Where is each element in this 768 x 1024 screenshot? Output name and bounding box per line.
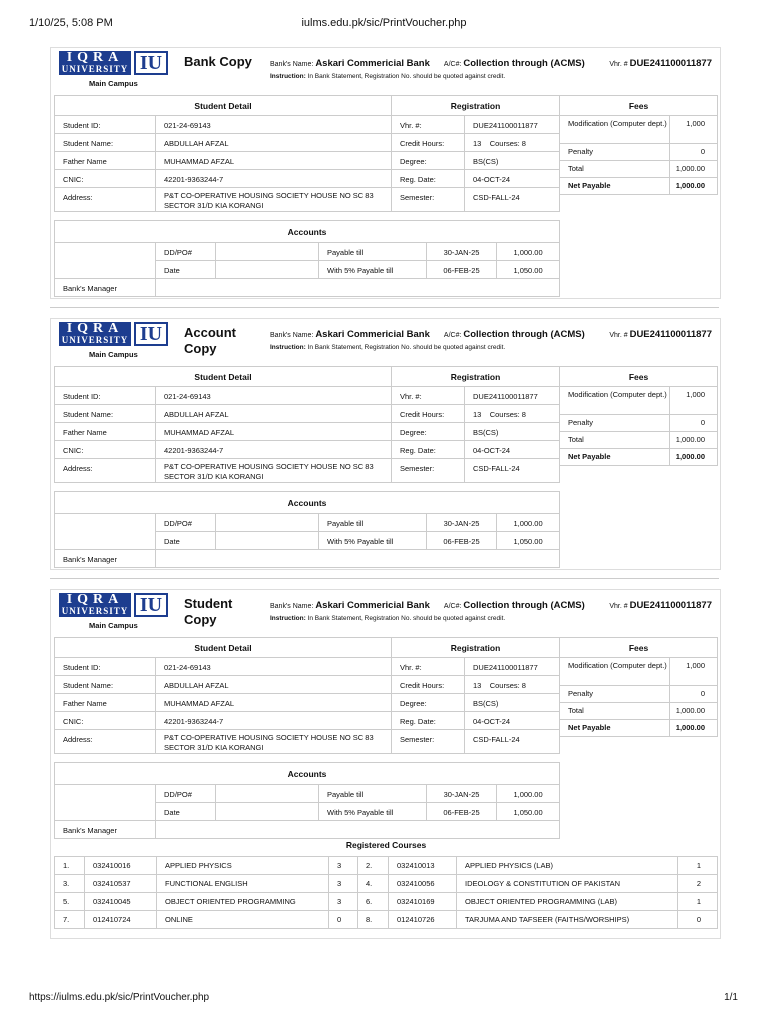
bank-manager-label: Bank's Manager <box>55 279 156 297</box>
student-name: ABDULLAH AFZAL <box>156 676 392 694</box>
instruction: Instruction: In Bank Statement, Registration No. should be quoted against credit. <box>270 344 506 351</box>
father-name: MUHAMMAD AFZAL <box>156 423 392 441</box>
credit-hours: 13 Courses: 8 <box>465 134 560 152</box>
registered-courses-header: Registered Courses <box>345 839 427 850</box>
account-number: Collection through (ACMS) <box>463 58 585 69</box>
reg-vhr: DUE241100011877 <box>465 387 560 405</box>
fee-net-payable: 1,000.00 <box>670 178 718 195</box>
fees-header: Fees <box>560 367 718 387</box>
account-number: Collection through (ACMS) <box>463 329 585 340</box>
fee-total: 1,000.00 <box>670 703 718 720</box>
print-page-title: iulms.edu.pk/sic/PrintVoucher.php <box>301 17 467 29</box>
accounts-header: Accounts <box>55 221 560 243</box>
student-registration-table: Student Detail Registration Student ID: 021-24-69143 Vhr. #: DUE241100011877 Student Name: ABDULLAH AFZAL Credit Hours: 13 Courses: 8 Father Name MUHAMMAD AFZAL Degree: BS(CS) CNIC: 42201-9363244-7 Reg. Date: 04-OCT-24 Address: P&T CO-OPERATIVE HOUSING SOCIETY HOUSE NO SC 83 SECTOR 31/D KIA KORANGI Semester: CSD-FALL-24 <box>54 637 560 754</box>
course-row <box>55 892 718 910</box>
fee-penalty: 0 <box>670 415 718 432</box>
credit-hours: 13 Courses: 8 <box>465 676 560 694</box>
student-registration-table: Student Detail Registration Student ID: 021-24-69143 Vhr. #: DUE241100011877 Student Name: ABDULLAH AFZAL Credit Hours: 13 Courses: 8 Father Name MUHAMMAD AFZAL Degree: BS(CS) CNIC: 42201-9363244-7 Reg. Date: 04-OCT-24 Address: P&T CO-OPERATIVE HOUSING SOCIETY HOUSE NO SC 83 SECTOR 31/D KIA KORANGI Semester: CSD-FALL-24 <box>54 366 560 483</box>
student-detail-header: Student Detail <box>55 638 392 658</box>
campus-label: Main Campus <box>89 621 138 630</box>
degree: BS(CS) <box>465 152 560 170</box>
bank-name: Askari Commericial Bank <box>315 58 430 69</box>
degree: BS(CS) <box>465 694 560 712</box>
course-r-title: IDEOLOGY & CONSTITUTION OF PAKISTAN <box>457 874 678 892</box>
semester: CSD-FALL-24 <box>465 188 560 212</box>
address: P&T CO-OPERATIVE HOUSING SOCIETY HOUSE NO SC 83 SECTOR 31/D KIA KORANGI <box>156 188 392 212</box>
fee-penalty: 0 <box>670 144 718 161</box>
course-r-cr: 1 <box>678 856 718 874</box>
voucher-number: Vhr. # DUE241100011877 <box>609 600 712 611</box>
late-date: 06-FEB-25 <box>427 803 497 821</box>
course-l-cr: 3 <box>329 874 358 892</box>
course-l-cr: 0 <box>329 910 358 928</box>
course-r-title: OBJECT ORIENTED PROGRAMMING (LAB) <box>457 892 678 910</box>
registration-header: Registration <box>392 96 560 116</box>
course-l-code: 032410016 <box>85 856 157 874</box>
student-id: 021-24-69143 <box>156 387 392 405</box>
student-name: ABDULLAH AFZAL <box>156 134 392 152</box>
fee-total: 1,000.00 <box>670 432 718 449</box>
registration-header: Registration <box>392 367 560 387</box>
cnic: 42201-9363244-7 <box>156 712 392 730</box>
payable-date: 30-JAN-25 <box>427 785 497 803</box>
cnic: 42201-9363244-7 <box>156 170 392 188</box>
accounts-table: Accounts DD/PO# Payable till 30-JAN-25 1,000.00 Date With 5% Payable till 06-FEB-25 1,050.00 Bank's Manager <box>54 220 560 297</box>
fees-header: Fees <box>560 96 718 116</box>
accounts-header: Accounts <box>55 763 560 785</box>
course-row <box>55 874 718 892</box>
student-id: 021-24-69143 <box>156 658 392 676</box>
iqra-university-logo: IQRA UNIVERSITY IU Main Campus <box>59 593 172 631</box>
course-r-code: 032410056 <box>389 874 457 892</box>
bank-info: Bank's Name: Askari Commericial Bank A/C#: Collection through (ACMS) <box>270 58 585 69</box>
degree: BS(CS) <box>465 423 560 441</box>
account-number: Collection through (ACMS) <box>463 600 585 611</box>
registered-courses-table <box>54 834 718 929</box>
course-l-code: 012410724 <box>85 910 157 928</box>
course-l-title: APPLIED PHYSICS <box>157 856 329 874</box>
accounts-table: Accounts DD/PO# Payable till 30-JAN-25 1,000.00 Date With 5% Payable till 06-FEB-25 1,050.00 Bank's Manager <box>54 762 560 839</box>
course-r-cr: 0 <box>678 910 718 928</box>
course-l-title: FUNCTIONAL ENGLISH <box>157 874 329 892</box>
course-row <box>55 856 718 874</box>
semester: CSD-FALL-24 <box>465 730 560 754</box>
payable-amount: 1,000.00 <box>497 243 560 261</box>
campus-label: Main Campus <box>89 79 138 88</box>
voucher-copy <box>50 318 721 570</box>
course-row <box>55 910 718 928</box>
copy-separator <box>50 307 719 308</box>
reg-vhr: DUE241100011877 <box>465 658 560 676</box>
course-r-cr: 2 <box>678 874 718 892</box>
course-r-code: 032410169 <box>389 892 457 910</box>
bank-name: Askari Commericial Bank <box>315 329 430 340</box>
bank-manager-label: Bank's Manager <box>55 550 156 568</box>
reg-date: 04-OCT-24 <box>465 170 560 188</box>
course-r-no: 6. <box>358 892 389 910</box>
print-datetime: 1/10/25, 5:08 PM <box>29 17 113 29</box>
course-l-cr: 3 <box>329 892 358 910</box>
payable-amount: 1,000.00 <box>497 514 560 532</box>
address: P&T CO-OPERATIVE HOUSING SOCIETY HOUSE NO SC 83 SECTOR 31/D KIA KORANGI <box>156 459 392 483</box>
late-date: 06-FEB-25 <box>427 532 497 550</box>
semester: CSD-FALL-24 <box>465 459 560 483</box>
course-l-title: ONLINE <box>157 910 329 928</box>
course-l-no: 1. <box>55 856 85 874</box>
fees-header: Fees <box>560 638 718 658</box>
late-amount: 1,050.00 <box>497 803 560 821</box>
accounts-header: Accounts <box>55 492 560 514</box>
student-detail-header: Student Detail <box>55 96 392 116</box>
voucher-copy <box>50 589 721 939</box>
fee-net-payable: 1,000.00 <box>670 449 718 466</box>
print-url: https://iulms.edu.pk/sic/PrintVoucher.php <box>29 992 210 1003</box>
instruction: Instruction: In Bank Statement, Registration No. should be quoted against credit. <box>270 615 506 622</box>
course-l-cr: 3 <box>329 856 358 874</box>
copy-separator <box>50 578 719 579</box>
student-registration-table: Student Detail Registration Student ID: 021-24-69143 Vhr. #: DUE241100011877 Student Name: ABDULLAH AFZAL Credit Hours: 13 Courses: 8 Father Name MUHAMMAD AFZAL Degree: BS(CS) CNIC: 42201-9363244-7 Reg. Date: 04-OCT-24 Address: P&T CO-OPERATIVE HOUSING SOCIETY HOUSE NO SC 83 SECTOR 31/D KIA KORANGI Semester: CSD-FALL-24 <box>54 95 560 212</box>
voucher-copy <box>50 47 721 299</box>
student-id: 021-24-69143 <box>156 116 392 134</box>
course-r-code: 032410013 <box>389 856 457 874</box>
campus-label: Main Campus <box>89 350 138 359</box>
instruction: Instruction: In Bank Statement, Registration No. should be quoted against credit. <box>270 73 506 80</box>
iqra-university-logo: IQRA UNIVERSITY IU Main Campus <box>59 322 172 360</box>
course-l-title: OBJECT ORIENTED PROGRAMMING <box>157 892 329 910</box>
copy-title: Bank Copy <box>184 54 252 69</box>
payable-date: 30-JAN-25 <box>427 243 497 261</box>
reg-vhr: DUE241100011877 <box>465 116 560 134</box>
father-name: MUHAMMAD AFZAL <box>156 694 392 712</box>
late-amount: 1,050.00 <box>497 532 560 550</box>
course-l-no: 7. <box>55 910 85 928</box>
fee-penalty: 0 <box>670 686 718 703</box>
fee-net-payable: 1,000.00 <box>670 720 718 737</box>
accounts-table: Accounts DD/PO# Payable till 30-JAN-25 1,000.00 Date With 5% Payable till 06-FEB-25 1,050.00 Bank's Manager <box>54 491 560 568</box>
iqra-university-logo: IQRA UNIVERSITY IU Main Campus <box>59 51 172 89</box>
fees-table: Fees Modification (Computer dept.) 1,000 Penalty 0 Total 1,000.00 Net Payable 1,000.00 <box>559 366 718 466</box>
father-name: MUHAMMAD AFZAL <box>156 152 392 170</box>
registration-header: Registration <box>392 638 560 658</box>
fee-modification: 1,000 <box>670 658 718 686</box>
print-page-number: 1/1 <box>724 992 738 1003</box>
late-date: 06-FEB-25 <box>427 261 497 279</box>
voucher-number: Vhr. # DUE241100011877 <box>609 329 712 340</box>
copy-title: Account Copy <box>184 325 236 356</box>
payable-date: 30-JAN-25 <box>427 514 497 532</box>
fees-table: Fees Modification (Computer dept.) 1,000 Penalty 0 Total 1,000.00 Net Payable 1,000.00 <box>559 637 718 737</box>
reg-date: 04-OCT-24 <box>465 441 560 459</box>
bank-manager-label: Bank's Manager <box>55 821 156 839</box>
bank-info: Bank's Name: Askari Commericial Bank A/C#: Collection through (ACMS) <box>270 600 585 611</box>
cnic: 42201-9363244-7 <box>156 441 392 459</box>
credit-hours: 13 Courses: 8 <box>465 405 560 423</box>
fees-table: Fees Modification (Computer dept.) 1,000 Penalty 0 Total 1,000.00 Net Payable 1,000.00 <box>559 95 718 195</box>
course-r-no: 8. <box>358 910 389 928</box>
address: P&T CO-OPERATIVE HOUSING SOCIETY HOUSE NO SC 83 SECTOR 31/D KIA KORANGI <box>156 730 392 754</box>
course-r-no: 2. <box>358 856 389 874</box>
student-name: ABDULLAH AFZAL <box>156 405 392 423</box>
late-amount: 1,050.00 <box>497 261 560 279</box>
fee-modification: 1,000 <box>670 116 718 144</box>
course-l-code: 032410045 <box>85 892 157 910</box>
course-r-code: 012410726 <box>389 910 457 928</box>
fee-modification: 1,000 <box>670 387 718 415</box>
bank-info: Bank's Name: Askari Commericial Bank A/C#: Collection through (ACMS) <box>270 329 585 340</box>
course-r-title: APPLIED PHYSICS (LAB) <box>457 856 678 874</box>
voucher-number: Vhr. # DUE241100011877 <box>609 58 712 69</box>
course-l-no: 3. <box>55 874 85 892</box>
payable-amount: 1,000.00 <box>497 785 560 803</box>
course-r-no: 4. <box>358 874 389 892</box>
course-l-code: 032410537 <box>85 874 157 892</box>
student-detail-header: Student Detail <box>55 367 392 387</box>
course-l-no: 5. <box>55 892 85 910</box>
bank-name: Askari Commericial Bank <box>315 600 430 611</box>
copy-title: Student Copy <box>184 596 233 627</box>
reg-date: 04-OCT-24 <box>465 712 560 730</box>
course-r-cr: 1 <box>678 892 718 910</box>
course-r-title: TARJUMA AND TAFSEER (FAITHS/WORSHIPS) <box>457 910 678 928</box>
fee-total: 1,000.00 <box>670 161 718 178</box>
